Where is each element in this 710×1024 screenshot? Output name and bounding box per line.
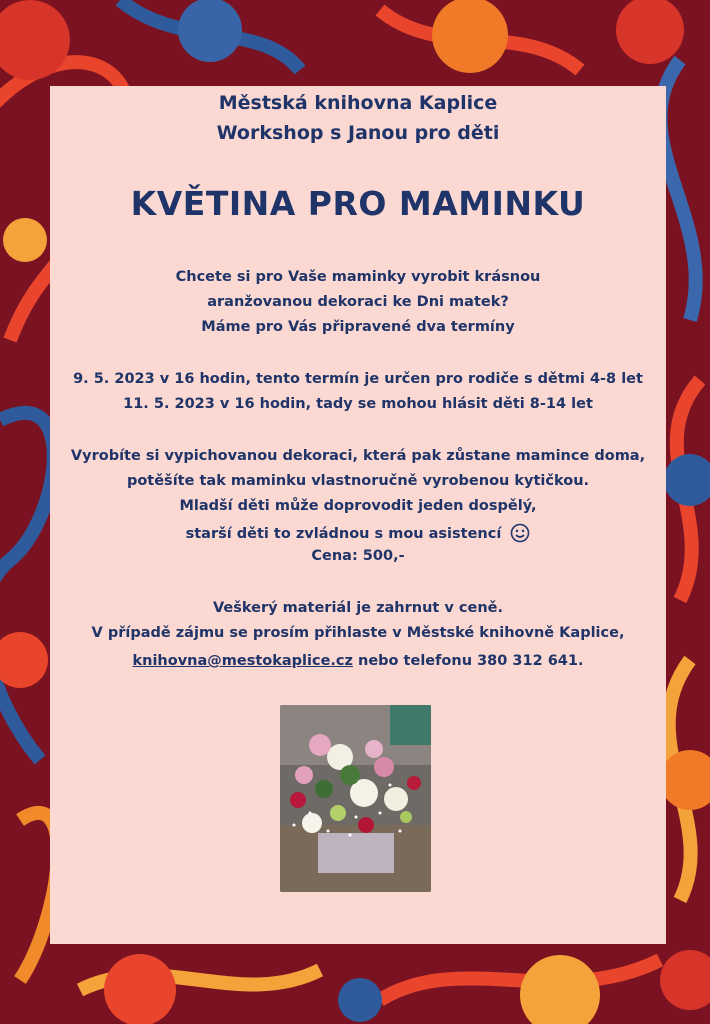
date-line-2: 11. 5. 2023 v 16 hodin, tady se mohou hlásit děti 8-14 let <box>123 396 593 412</box>
intro-line-2: aranžovanou dekoraci ke Dni matek? <box>207 294 509 310</box>
email-link[interactable]: knihovna@mestokaplice.cz <box>132 653 353 669</box>
header-line-2: Workshop s Janou pro děti <box>216 122 500 144</box>
description-line-4-text: starší děti to zvládnou s mou asistencí <box>185 526 502 542</box>
flyer-panel <box>50 86 666 944</box>
intro-line-1: Chcete si pro Vaše maminky vyrobit krásnou <box>175 269 541 285</box>
description-line-4 <box>50 523 666 543</box>
phone-text: nebo telefonu 380 312 641. <box>352 653 584 669</box>
description-line-2: potěšíte tak maminku vlastnoručně vyrobenou kytičkou. <box>126 473 590 489</box>
contact-line-1: Veškerý materiál je zahrnut v ceně. <box>213 600 503 616</box>
flower-arrangement-photo <box>280 705 431 892</box>
description-line-1: Vyrobíte si vypichovanou dekoraci, která pak zůstane mamince doma, <box>70 448 646 464</box>
contact-line-2: V případě zájmu se prosím přihlaste v Městské knihovně Kaplice, <box>91 625 625 641</box>
header-line-1: Městská knihovna Kaplice <box>218 92 498 114</box>
smiley-face-icon <box>510 523 530 543</box>
description-line-3: Mladší děti může doprovodit jeden dospělý, <box>179 498 537 514</box>
page-title: KVĚTINA PRO MAMINKU <box>130 184 586 223</box>
date-line-1: 9. 5. 2023 v 16 hodin, tento termín je určen pro rodiče s dětmi 4-8 let <box>73 371 643 387</box>
intro-line-3: Máme pro Vás připravené dva termíny <box>201 319 515 335</box>
contact-line-3 <box>50 653 666 669</box>
price: Cena: 500,- <box>311 548 405 564</box>
